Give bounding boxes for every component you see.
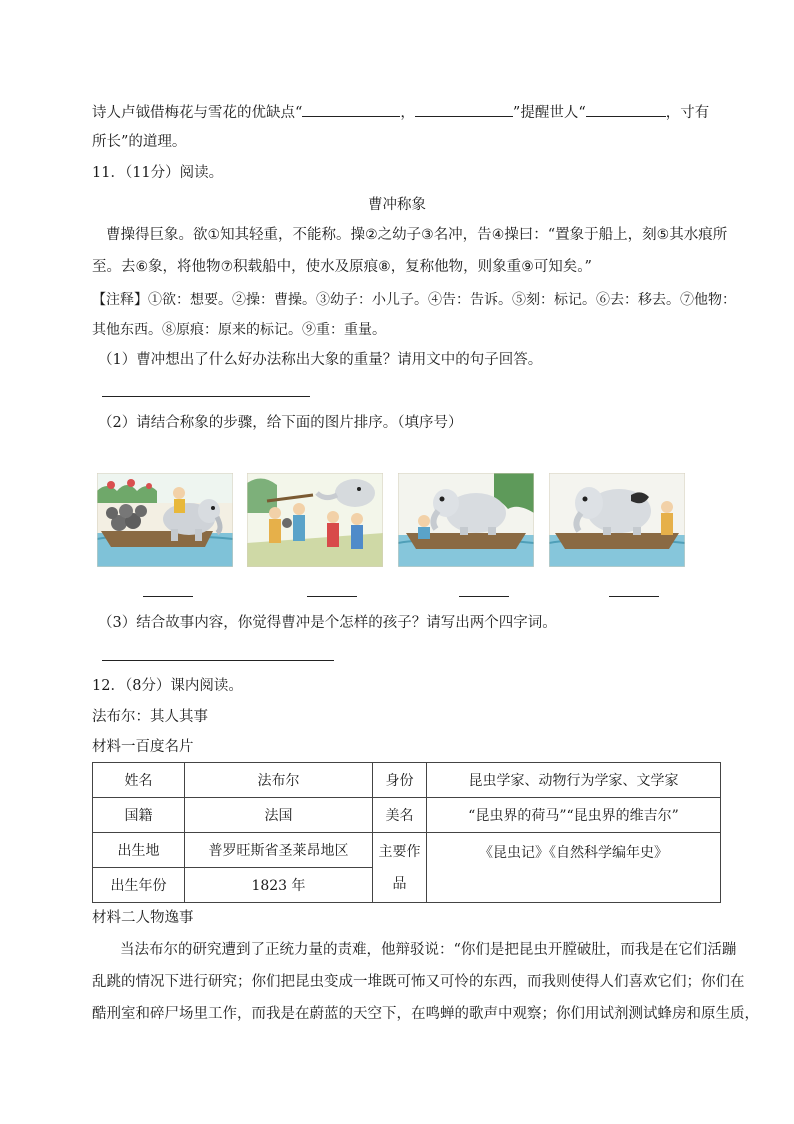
birthplace-value: 普罗旺斯省圣莱昂地区 bbox=[185, 833, 373, 868]
q11-sub2: （2）请结合称象的步骤，给下面的图片排序。（填序号） bbox=[98, 415, 463, 431]
birthyear-label: 出生年份 bbox=[93, 868, 185, 903]
q11-passage-line-2 bbox=[92, 257, 592, 277]
answer-line-sub1[interactable] bbox=[102, 396, 310, 397]
passage-text: 曹操得巨象。欲 bbox=[106, 227, 208, 243]
picture-order-blank-4[interactable] bbox=[609, 596, 659, 597]
q11-sub1: （1）曹冲想出了什么好办法称出大象的重量？请用文中的句子回答。 bbox=[98, 352, 543, 368]
passage-text: 知其轻重，不能称。操 bbox=[220, 227, 366, 243]
q11-header: 11．（11分）阅读。 bbox=[92, 165, 224, 181]
boys-carrying-stones-picture bbox=[247, 473, 383, 567]
note-marker: ⑨ bbox=[521, 259, 534, 275]
table-row bbox=[93, 763, 721, 798]
nationality-value: 法国 bbox=[185, 798, 373, 833]
identity-value: 昆虫学家、动物行为学家、文学家 bbox=[427, 763, 721, 798]
boy-marking-boat-picture bbox=[549, 473, 685, 567]
note-marker: ⑥ bbox=[135, 259, 149, 275]
intro-text-b: ”提醒世人“ bbox=[512, 105, 586, 121]
answer-blank-3[interactable] bbox=[586, 101, 666, 117]
nickname-value: “昆虫界的荷马”“昆虫界的维吉尔” bbox=[427, 798, 721, 833]
passage-text: 积载船中，使水及原痕 bbox=[233, 259, 379, 275]
elephant-loading-stones-picture bbox=[97, 473, 233, 567]
table-row bbox=[93, 798, 721, 833]
note-marker: ⑤ bbox=[656, 227, 670, 243]
table-row bbox=[93, 833, 721, 868]
birthplace-label: 出生地 bbox=[93, 833, 185, 868]
works-label-line-1: 主要作 bbox=[378, 843, 421, 860]
picture-order-blank-1[interactable] bbox=[143, 596, 193, 597]
material-2-label: 材料二人物逸事 bbox=[92, 910, 194, 926]
passage-text: 操曰：“置象于船上，刻 bbox=[504, 227, 657, 243]
note-marker: ⑧ bbox=[378, 259, 391, 275]
note-marker: ④ bbox=[491, 227, 505, 243]
note-marker: ① bbox=[207, 227, 221, 243]
note-marker: ⑦ bbox=[220, 259, 234, 275]
intro-text-a: 诗人卢钺借梅花与雪花的优缺点“ bbox=[92, 105, 303, 121]
nationality-label: 国籍 bbox=[93, 798, 185, 833]
passage-text: 之幼子 bbox=[377, 227, 422, 243]
answer-line-sub3[interactable] bbox=[102, 660, 334, 661]
material-1-label: 材料一百度名片 bbox=[92, 739, 194, 755]
note-marker: ② bbox=[365, 227, 378, 243]
q11-passage-line-1 bbox=[106, 225, 727, 245]
name-value: 法布尔 bbox=[185, 763, 373, 798]
works-label bbox=[373, 833, 427, 903]
passage-text: 至。去 bbox=[92, 259, 136, 275]
q12-title: 法布尔：其人其事 bbox=[92, 709, 208, 725]
passage-text: 象，将他物 bbox=[148, 259, 221, 275]
answer-blank-2[interactable] bbox=[415, 101, 513, 117]
passage-text: 可知矣。” bbox=[533, 259, 592, 275]
works-value: 《昆虫记》《自然科学编年史》 bbox=[427, 833, 721, 903]
q11-notes-line-2: 其他东西。⑧原痕：原来的标记。⑨重：重量。 bbox=[92, 322, 386, 338]
intro-text-c: ，寸有 bbox=[665, 105, 710, 121]
note-marker: ③ bbox=[421, 227, 434, 243]
anecdote-line-2: 乱跳的情况下进行研究；你们把昆虫变成一堆既可怖又可怜的东西，而我则使得人们喜欢它们；你们在 bbox=[92, 974, 745, 990]
anecdote-line-3: 酷刑室和碎尸场里工作，而我是在蔚蓝的天空下，在鸣蝉的歌声中观察；你们用试剂测试蜂房和原生质， bbox=[92, 1006, 759, 1022]
picture-order-blank-3[interactable] bbox=[459, 596, 509, 597]
name-label: 姓名 bbox=[93, 763, 185, 798]
fabre-info-table bbox=[92, 762, 721, 903]
identity-label: 身份 bbox=[373, 763, 427, 798]
intro-comma: ， bbox=[400, 105, 415, 121]
elephant-on-boat-picture bbox=[398, 473, 534, 567]
q11-sub3: （3）结合故事内容，你觉得曹冲是个怎样的孩子？请写出两个四字词。 bbox=[98, 615, 557, 631]
answer-blank-1[interactable] bbox=[302, 101, 400, 117]
picture-order-blank-2[interactable] bbox=[307, 596, 357, 597]
passage-text: 名冲，告 bbox=[433, 227, 492, 243]
q12-header: 12．（8分）课内阅读。 bbox=[92, 678, 243, 694]
birthyear-value: 1823 年 bbox=[185, 868, 373, 903]
nickname-label: 美名 bbox=[373, 798, 427, 833]
passage-text: 其水痕所 bbox=[669, 227, 728, 243]
intro-line-1 bbox=[92, 101, 709, 123]
q11-notes-line-1: 【注释】①欲：想要。②操：曹操。③幼子：小儿子。④告：告诉。⑤刻：标记。⑥去：移去。⑦他物： bbox=[92, 292, 736, 308]
passage-text: ，复称他物，则象重 bbox=[390, 259, 522, 275]
q11-title: 曹冲称象 bbox=[368, 197, 426, 213]
works-label-line-2: 品 bbox=[392, 875, 407, 892]
anecdote-line-1: 当法布尔的研究遭到了正统力量的责难，他辩驳说：“你们是把昆虫开膛破肚，而我是在它们活蹦 bbox=[120, 942, 737, 958]
intro-line-2: 所长”的道理。 bbox=[92, 134, 187, 150]
